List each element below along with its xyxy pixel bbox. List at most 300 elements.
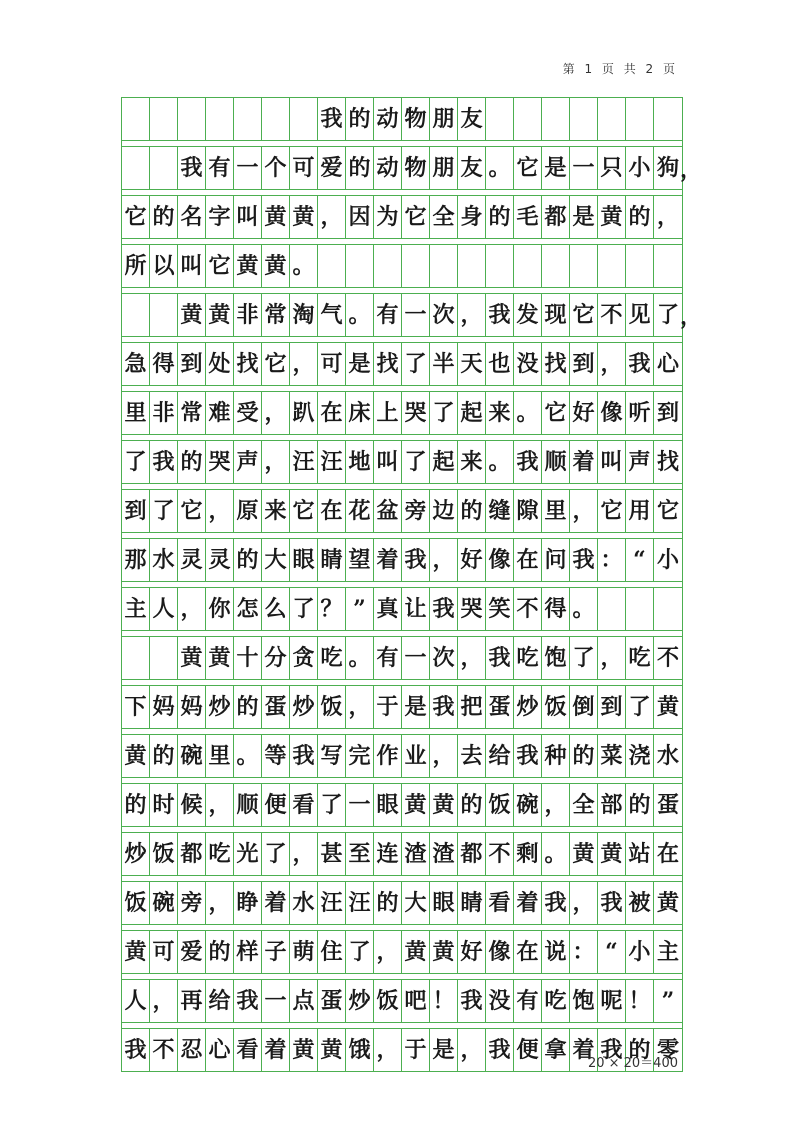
grid-cell: 蛋 xyxy=(486,686,514,728)
grid-cell: 下 xyxy=(122,686,150,728)
grid-cell: 狗 xyxy=(656,155,679,181)
grid-cell: 浇 xyxy=(626,735,654,777)
grid-cell xyxy=(542,245,570,287)
grid-cell: 的 xyxy=(570,735,598,777)
grid-cell: 得 xyxy=(150,343,178,385)
grid-cell: 一 xyxy=(262,980,290,1022)
grid-cell: 物 xyxy=(402,98,430,140)
grid-cell: 我 xyxy=(150,441,178,483)
grid-cell: 给 xyxy=(486,735,514,777)
page-number-label: 第 1 页 共 2 页 xyxy=(562,62,678,76)
grid-cell: 到 xyxy=(178,343,206,385)
grid-cell: 一 xyxy=(346,784,374,826)
grid-cell: 黄 xyxy=(430,931,458,973)
grid-cell xyxy=(150,637,178,679)
grid-cell: 叫 xyxy=(598,441,626,483)
grid-cell: 爱 xyxy=(318,147,346,189)
grid-cell: 在 xyxy=(318,392,346,434)
grid-cell: 候 xyxy=(178,784,206,826)
grid-cell: 吧 xyxy=(402,980,430,1022)
grid-cell: ， xyxy=(570,882,598,924)
grid-cell: 都 xyxy=(458,833,486,875)
grid-cell: 笑 xyxy=(486,588,514,630)
grid-cell: 友 xyxy=(458,147,486,189)
grid-cell: 便 xyxy=(262,784,290,826)
grid-cell: 声 xyxy=(234,441,262,483)
grid-cell: 汪 xyxy=(346,882,374,924)
grid-cell: 饱 xyxy=(542,637,570,679)
grid-cell: 。 xyxy=(234,735,262,777)
grid-cell: 饭 xyxy=(374,980,402,1022)
grid-cell: ， xyxy=(570,490,598,532)
grid-cell xyxy=(458,245,486,287)
grid-cell: ， xyxy=(178,588,206,630)
grid-cell: 我 xyxy=(178,147,206,189)
grid-cell: 像 xyxy=(486,539,514,581)
grid-cell: 一 xyxy=(402,637,430,679)
grid-cell: 一 xyxy=(570,147,598,189)
grid-cell: 饭 xyxy=(318,686,346,728)
grid-cell: 真 xyxy=(374,588,402,630)
grid-cell: 名 xyxy=(178,196,206,238)
grid-cell: 零 xyxy=(656,1037,679,1063)
grid-cell: 原 xyxy=(234,490,262,532)
grid-cell: 次 xyxy=(430,637,458,679)
grid-cell: 天 xyxy=(458,343,486,385)
grid-cell: 一 xyxy=(402,294,430,336)
grid-cell: 吃 xyxy=(514,637,542,679)
grid-cell: 水 xyxy=(290,882,318,924)
grid-cell: 像 xyxy=(598,392,626,434)
grid-cell: 到 xyxy=(656,400,679,426)
grid-cell: 身 xyxy=(458,196,486,238)
grid-cell: 饿 xyxy=(346,1029,374,1071)
grid-cell: ， xyxy=(290,343,318,385)
grid-cell: 因 xyxy=(346,196,374,238)
grid-cell xyxy=(626,588,654,630)
grid-cell: 黄 xyxy=(262,196,290,238)
grid-cell: 碗 xyxy=(178,735,206,777)
grid-cell: 看 xyxy=(290,784,318,826)
grid-cell: 炒 xyxy=(290,686,318,728)
grid-cell: 于 xyxy=(374,686,402,728)
grid-cell: 一 xyxy=(234,147,262,189)
grid-cell: ， xyxy=(598,343,626,385)
grid-cell: 了 xyxy=(150,490,178,532)
grid-cell: 叫 xyxy=(374,441,402,483)
grid-cell: 黄 xyxy=(656,694,679,720)
grid-cell: 我 xyxy=(458,980,486,1022)
grid-cell xyxy=(598,245,626,287)
text-row xyxy=(122,245,682,288)
grid-cell xyxy=(654,588,682,630)
grid-cell: 渣 xyxy=(402,833,430,875)
grid-cell: 找 xyxy=(234,343,262,385)
grid-cell: 大 xyxy=(402,882,430,924)
grid-cell: 的 xyxy=(626,196,654,238)
grid-cell: 被 xyxy=(626,882,654,924)
grid-cell: 着 xyxy=(262,1029,290,1071)
grid-cell: 眼 xyxy=(290,539,318,581)
grid-cell: 眼 xyxy=(430,882,458,924)
grid-cell: 菜 xyxy=(598,735,626,777)
grid-cell: 写 xyxy=(318,735,346,777)
grid-cell: 旁 xyxy=(178,882,206,924)
grid-cell: 里 xyxy=(206,735,234,777)
grid-cell: 着 xyxy=(570,441,598,483)
grid-cell: 吃 xyxy=(318,637,346,679)
grid-cell: 哭 xyxy=(206,441,234,483)
grid-cell: 爱 xyxy=(178,931,206,973)
grid-cell: 它 xyxy=(542,392,570,434)
grid-cell: 物 xyxy=(402,147,430,189)
grid-cell: 黄 xyxy=(598,196,626,238)
grid-cell xyxy=(402,245,430,287)
grid-cell: 小 xyxy=(626,931,654,973)
grid-cell: 它 xyxy=(598,490,626,532)
grid-cell: 。 xyxy=(570,588,598,630)
grid-cell: ， xyxy=(318,196,346,238)
grid-cell: 灵 xyxy=(206,539,234,581)
grid-cell: 是 xyxy=(542,147,570,189)
grid-cell: 住 xyxy=(318,931,346,973)
grid-cell: 只 xyxy=(598,147,626,189)
grid-cell: 哭 xyxy=(458,588,486,630)
grid-cell: 找 xyxy=(542,343,570,385)
grid-cell: 哭 xyxy=(402,392,430,434)
grid-cell: 碗 xyxy=(150,882,178,924)
grid-cell: 全 xyxy=(570,784,598,826)
grid-cell: 地 xyxy=(346,441,374,483)
composition-grid xyxy=(121,97,702,1072)
grid-cell: 顺 xyxy=(234,784,262,826)
grid-cell: ？ xyxy=(318,588,346,630)
grid-cell: ” xyxy=(661,988,675,1014)
grid-cell: 连 xyxy=(374,833,402,875)
grid-cell: 常 xyxy=(262,294,290,336)
grid-cell xyxy=(346,245,374,287)
grid-cell: 朋 xyxy=(430,98,458,140)
grid-cell: 我 xyxy=(486,1029,514,1071)
grid-cell: 汪 xyxy=(318,882,346,924)
grid-cell xyxy=(626,245,654,287)
grid-cell: 饭 xyxy=(542,686,570,728)
grid-cell: 好 xyxy=(570,392,598,434)
grid-cell: 声 xyxy=(626,441,654,483)
grid-cell: 我 xyxy=(486,294,514,336)
grid-cell: 眼 xyxy=(374,784,402,826)
grid-cell: 睁 xyxy=(234,882,262,924)
grid-cell: 有 xyxy=(514,980,542,1022)
grid-cell: 炒 xyxy=(346,980,374,1022)
grid-cell: 黄 xyxy=(262,245,290,287)
text-row xyxy=(122,686,682,729)
grid-cell: 里 xyxy=(122,392,150,434)
grid-cell: 都 xyxy=(178,833,206,875)
grid-cell: 它 xyxy=(514,147,542,189)
grid-cell: 的 xyxy=(178,441,206,483)
grid-cell: 样 xyxy=(234,931,262,973)
grid-cell: 黄 xyxy=(178,637,206,679)
grid-cell xyxy=(290,98,318,140)
grid-cell: 呢 xyxy=(598,980,626,1022)
grid-cell: 有 xyxy=(206,147,234,189)
grid-cell: 等 xyxy=(262,735,290,777)
grid-cell: 至 xyxy=(346,833,374,875)
grid-cell: ， xyxy=(656,204,679,230)
grid-cell: 完 xyxy=(346,735,374,777)
grid-cell: 在 xyxy=(656,841,679,867)
grid-cell: 饱 xyxy=(570,980,598,1022)
grid-cell: 我 xyxy=(402,539,430,581)
grid-cell: 是 xyxy=(430,1029,458,1071)
grid-cell: 人 xyxy=(122,980,150,1022)
grid-cell: ， xyxy=(262,392,290,434)
grid-cell: 那 xyxy=(122,539,150,581)
grid-cell: 来 xyxy=(486,392,514,434)
grid-cell: 黄 xyxy=(178,294,206,336)
grid-cell: 。 xyxy=(486,441,514,483)
grid-cell: 半 xyxy=(430,343,458,385)
grid-cell: 拿 xyxy=(542,1029,570,1071)
grid-cell: 急 xyxy=(122,343,150,385)
grid-cell: 我 xyxy=(486,637,514,679)
grid-cell xyxy=(318,245,346,287)
grid-cell: 睛 xyxy=(458,882,486,924)
grid-cell: 动 xyxy=(374,98,402,140)
grid-cell: 它 xyxy=(178,490,206,532)
grid-cell: 我 xyxy=(430,588,458,630)
grid-cell: 光 xyxy=(234,833,262,875)
grid-cell: 里 xyxy=(542,490,570,532)
grid-cell: 我 xyxy=(626,343,654,385)
grid-cell: 吃 xyxy=(626,637,654,679)
grid-cell: 现 xyxy=(542,294,570,336)
grid-cell: 的 xyxy=(122,784,150,826)
grid-cell: 是 xyxy=(346,343,374,385)
grid-cell: 分 xyxy=(262,637,290,679)
grid-cell: 种 xyxy=(542,735,570,777)
grid-cell: 床 xyxy=(346,392,374,434)
grid-cell: 我 xyxy=(514,441,542,483)
grid-cell: 我 xyxy=(290,735,318,777)
grid-cell: ， xyxy=(374,1029,402,1071)
grid-cell xyxy=(514,245,542,287)
grid-cell: 蛋 xyxy=(656,792,679,818)
text-row xyxy=(122,343,682,386)
grid-cell xyxy=(206,98,234,140)
grid-cell: 再 xyxy=(178,980,206,1022)
grid-cell: 黄 xyxy=(402,784,430,826)
grid-cell: 黄 xyxy=(430,784,458,826)
grid-cell: 饭 xyxy=(486,784,514,826)
grid-cell: 业 xyxy=(402,735,430,777)
grid-cell: 起 xyxy=(430,441,458,483)
grid-cell: 了 xyxy=(346,931,374,973)
grid-cell: 了 xyxy=(626,686,654,728)
grid-cell: ， xyxy=(542,784,570,826)
grid-cell: 了 xyxy=(402,343,430,385)
grid-cell: 看 xyxy=(234,1029,262,1071)
grid-cell: 。 xyxy=(346,637,374,679)
grid-cell: ， xyxy=(290,833,318,875)
grid-cell: 的 xyxy=(626,1029,654,1071)
grid-cell: 像 xyxy=(486,931,514,973)
grid-cell: 时 xyxy=(150,784,178,826)
grid-cell: 来 xyxy=(262,490,290,532)
grid-cell: 吃 xyxy=(542,980,570,1022)
grid-cell xyxy=(514,98,542,140)
grid-cell: 气 xyxy=(318,294,346,336)
grid-cell: 听 xyxy=(626,392,654,434)
grid-cell xyxy=(234,98,262,140)
grid-cell: ， xyxy=(458,294,486,336)
grid-cell: 。 xyxy=(486,147,514,189)
grid-cell: 我 xyxy=(542,882,570,924)
text-row xyxy=(122,637,682,680)
grid-cell: 蛋 xyxy=(262,686,290,728)
grid-cell: ， xyxy=(206,882,234,924)
grid-cell xyxy=(626,98,654,140)
grid-cell: ！ xyxy=(626,980,654,1022)
grid-cell: 黄 xyxy=(206,637,234,679)
grid-cell: 的 xyxy=(458,784,486,826)
grid-cell: 贪 xyxy=(290,637,318,679)
grid-cell: 说 xyxy=(542,931,570,973)
grid-cell: 不 xyxy=(150,1029,178,1071)
grid-cell: 黄 xyxy=(570,833,598,875)
grid-cell: 叫 xyxy=(178,245,206,287)
overflow-punctuation: ， xyxy=(679,304,702,330)
grid-cell: 毛 xyxy=(514,196,542,238)
grid-cell: 不 xyxy=(656,645,679,671)
grid-cell: 了 xyxy=(430,392,458,434)
grid-cell: ！ xyxy=(430,980,458,1022)
grid-cell: 趴 xyxy=(290,392,318,434)
grid-cell: 见 xyxy=(626,294,654,336)
grid-cell: 了 xyxy=(290,588,318,630)
grid-cell: 了 xyxy=(402,441,430,483)
grid-cell: 好 xyxy=(458,931,486,973)
grid-cell: 你 xyxy=(206,588,234,630)
grid-cell: 心 xyxy=(656,351,679,377)
grid-cell xyxy=(150,98,178,140)
grid-cell: 用 xyxy=(626,490,654,532)
grid-cell: 也 xyxy=(486,343,514,385)
grid-cell: 。 xyxy=(514,392,542,434)
grid-cell xyxy=(374,245,402,287)
text-row xyxy=(122,539,682,582)
grid-cell: 它 xyxy=(570,294,598,336)
grid-cell: 黄 xyxy=(290,196,318,238)
grid-cell xyxy=(542,98,570,140)
grid-cell: 友 xyxy=(458,98,486,140)
text-row xyxy=(122,294,702,337)
grid-cell: 黄 xyxy=(656,890,679,916)
text-row xyxy=(122,196,682,239)
grid-cell: 它 xyxy=(290,490,318,532)
grid-cell: 没 xyxy=(486,980,514,1022)
grid-cell: 它 xyxy=(206,245,234,287)
grid-cell: 了 xyxy=(318,784,346,826)
grid-cell: 吃 xyxy=(206,833,234,875)
grid-cell xyxy=(178,98,206,140)
grid-cell: ， xyxy=(262,441,290,483)
grid-cell: 黄 xyxy=(598,833,626,875)
grid-cell: 水 xyxy=(656,743,679,769)
grid-cell: 黄 xyxy=(206,294,234,336)
grid-cell: 黄 xyxy=(318,1029,346,1071)
grid-cell: 睛 xyxy=(318,539,346,581)
grid-cell: 。 xyxy=(346,294,374,336)
grid-cell: ， xyxy=(458,1029,486,1071)
grid-cell: 次 xyxy=(430,294,458,336)
grid-cell: “ xyxy=(626,539,654,581)
grid-cell: 主 xyxy=(122,588,150,630)
grid-cell: 我 xyxy=(598,882,626,924)
grid-cell: 的 xyxy=(346,147,374,189)
grid-cell: 在 xyxy=(318,490,346,532)
grid-cell: 人 xyxy=(150,588,178,630)
grid-cell: 黄 xyxy=(290,1029,318,1071)
grid-cell: 难 xyxy=(206,392,234,434)
grid-cell xyxy=(430,245,458,287)
grid-cell: 着 xyxy=(262,882,290,924)
grid-cell: 是 xyxy=(570,196,598,238)
grid-cell: 上 xyxy=(374,392,402,434)
grid-cell: 叫 xyxy=(234,196,262,238)
grid-cell: 炒 xyxy=(514,686,542,728)
grid-cell: “ xyxy=(598,931,626,973)
grid-cell: ， xyxy=(598,637,626,679)
grid-cell: ， xyxy=(458,637,486,679)
grid-cell: 汪 xyxy=(290,441,318,483)
grid-cell: 的 xyxy=(374,882,402,924)
grid-cell: 找 xyxy=(656,449,679,475)
grid-cell: ， xyxy=(206,784,234,826)
grid-cell: 十 xyxy=(234,637,262,679)
grid-cell: 我 xyxy=(234,980,262,1022)
grid-cell xyxy=(598,588,626,630)
grid-cell: 处 xyxy=(206,343,234,385)
grid-cell: 我 xyxy=(122,1029,150,1071)
grid-cell: ， xyxy=(346,686,374,728)
grid-cell xyxy=(150,294,178,336)
grid-cell: 非 xyxy=(234,294,262,336)
grid-cell: 心 xyxy=(206,1029,234,1071)
grid-cell: 我 xyxy=(318,98,346,140)
grid-cell: 非 xyxy=(150,392,178,434)
grid-cell: 黄 xyxy=(402,931,430,973)
text-row xyxy=(122,588,682,631)
grid-cell: 可 xyxy=(150,931,178,973)
grid-cell xyxy=(150,147,178,189)
grid-cell: 在 xyxy=(514,931,542,973)
grid-cell: 渣 xyxy=(430,833,458,875)
grid-cell: 的 xyxy=(206,931,234,973)
grid-cell: 得 xyxy=(542,588,570,630)
grid-cell: 它 xyxy=(262,343,290,385)
grid-cell: 可 xyxy=(318,343,346,385)
grid-cell: 的 xyxy=(346,98,374,140)
grid-cell: 妈 xyxy=(150,686,178,728)
grid-count-label: 20 × 20＝400 xyxy=(587,1056,678,1071)
grid-cell: 给 xyxy=(206,980,234,1022)
grid-cell: 个 xyxy=(262,147,290,189)
text-row xyxy=(122,784,682,827)
grid-cell: 我 xyxy=(598,1029,626,1071)
text-row xyxy=(122,147,702,190)
